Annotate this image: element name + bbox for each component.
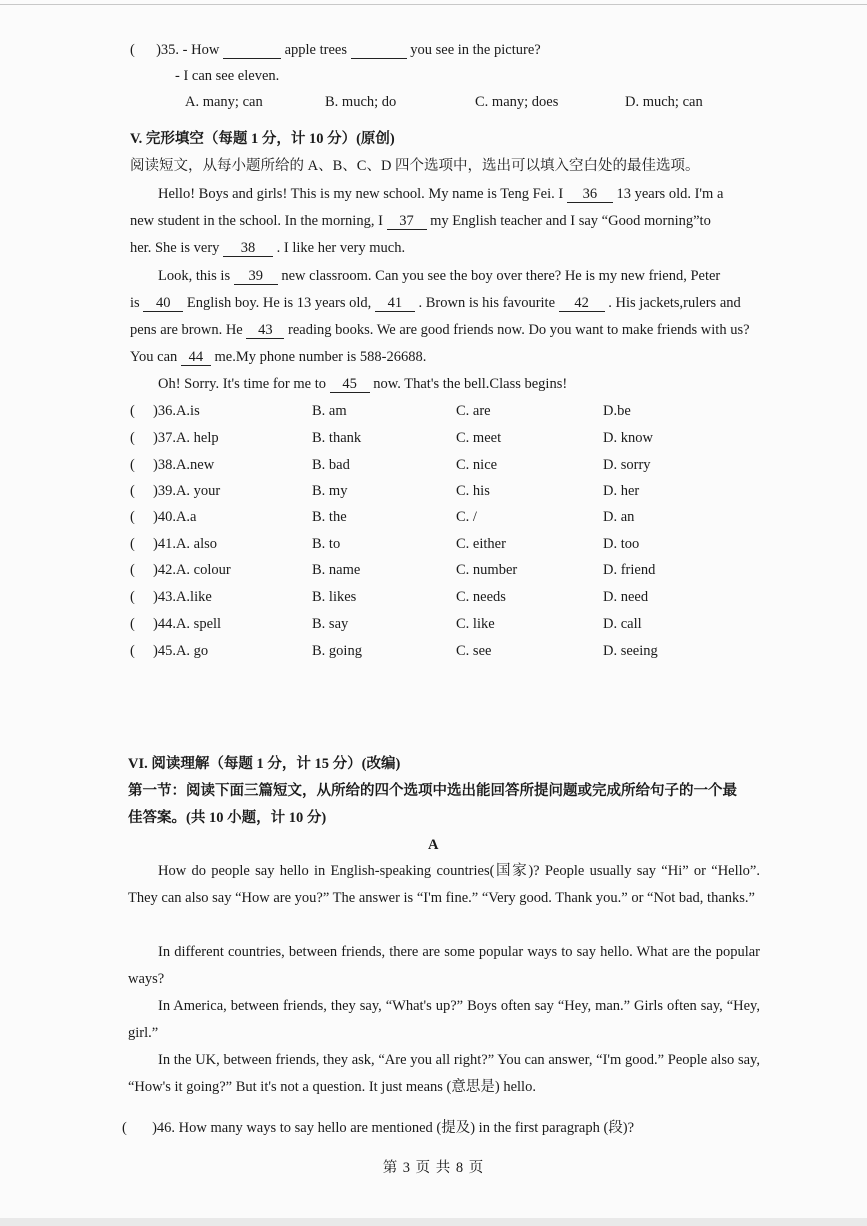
q35-stem-a: )35. - How: [156, 42, 220, 58]
q35-stem-b: apple trees: [284, 42, 347, 58]
q35-stem: [130, 40, 541, 60]
answer-paren: (: [130, 616, 135, 632]
answer-blank: [223, 42, 281, 59]
q35-option-a: A. many; can: [185, 94, 263, 110]
blank-38: 38: [223, 240, 273, 257]
exam-page: ( )35. - How apple trees you see in the picture? - I can see eleven. A. many; can B. much; do C. many; does D. much; can V. 完形填空（每题 1 分，计 10 分）(原创) 阅读短文，从每小题所给的 A、B、C、D 四个选项中，选出可以填入空白处的最佳选项。 Hello! Boys and girls! This is my new school. My name is Teng Fei. I 36 13 years old. I'm a new student in the school. In the morning, I 37 my English teacher and I say “Good morning”to her. She is very 38 . I like her very much. Look, this is 39 new classroom. Can you see the boy over there? He is my new friend, Peter is 40 English boy. He is 13 years old, 41 . Brown is his favourite 42 . His jackets,rulers and pens are brown. He 43 reading books. We are good friends now. Do you want to make friends with us? You can 44 me.My phone number is 588-26688. Oh! Sorry. It's time for me to 45 now. That's the bell.Class begins! ( )36.A.is B. am C. are D.be ( )37.A. help B. thank C. meet D. know ( )38.A.new B. bad C. nice D. sorry ( )39.A. your B. my C. his D. her ( )40.A.a B. the C. / D. an ( )41.A. also B. to C. either D. too ( )42.A. colour B. name C. number D. friend ( )43.A.like B. likes C. needs D. need ( )44.A. spell B. say C. like D. call ( )45.A. go B. going C. see D. seeing VI. 阅读理解（每题 1 分，计 15 分）(改编) 第一节：阅读下面三篇短文，从所给的四个选项中选出能回答所提问题或完成所给句子的一个最 佳答案。(共 10 小题，计 10 分) A How do people say hello in English-speaking countries(国家)? People usually say “Hi” or “Hello”. They can also say “How are you?” The answer is “I'm fine.” “Very good. Thank you.” or “Not bad, thanks.” In different countries, between friends, there are some popular ways to say hello. What are the popular ways? In America, between friends, they say, “What's up?” Boys often say “Hey, man.” Girls often say, “Hey, girl.” In the UK, between friends, they ask, “Are you all right?” You can answer, “I'm good.” People also say, “How's it going?” But it's not a question. It just means (意思是) hello. ( )46. How many ways to say hello are mentioned (提及) in the first paragraph (段)? 第 3 页 共 8 页: [0, 0, 867, 1226]
section-6-instruction: 第一节：阅读下面三篇短文，从所给的四个选项中选出能回答所提问题或完成所给句子的一个最: [128, 783, 737, 799]
cloze-line: is 40 English boy. He is 13 years old, 41 . Brown is his favourite 42 . His jackets,rulers and: [130, 295, 741, 311]
q35-answer-line: - I can see eleven.: [175, 68, 280, 84]
q46-text: )46. How many ways to say hello are mentioned (提及) in the first paragraph (段)?: [152, 1120, 635, 1136]
q35-option-b: B. much; do: [325, 94, 397, 110]
blank-43: 43: [246, 322, 284, 339]
section-6-instruction-cont: 佳答案。(共 10 小题，计 10 分): [128, 810, 327, 826]
passage-paragraph: In America, between friends, they say, “What's up?” Boys often say “Hey, man.” Girls often say, “Hey, girl.”: [128, 998, 760, 1041]
q35-option-d: D. much; can: [625, 94, 703, 110]
cloze-line: Hello! Boys and girls! This is my new school. My name is Teng Fei. I 36 13 years old. I'm a: [158, 186, 724, 202]
section-6-title: VI. 阅读理解（每题 1 分，计 15 分）(改编): [128, 756, 401, 772]
blank-44: 44: [181, 349, 211, 366]
answer-paren: (: [130, 643, 135, 659]
answer-paren: (: [122, 1120, 127, 1136]
answer-paren: (: [130, 536, 135, 552]
passage-paragraph: In the UK, between friends, they ask, “Are you all right?” You can answer, “I'm good.” People also say, “How's it going?” But it's not a question. It just means (意思是) hello.: [128, 1052, 760, 1095]
q35-stem-c: you see in the picture?: [410, 42, 541, 58]
answer-paren: (: [130, 430, 135, 446]
cloze-line: her. She is very 38 . I like her very much.: [130, 240, 406, 256]
blank-42: 42: [559, 295, 605, 312]
answer-blank: [351, 42, 407, 59]
passage-paragraph: In different countries, between friends, there are some popular ways to say hello. What are the popular ways?: [128, 944, 760, 987]
cloze-line: You can 44 me.My phone number is 588-26688.: [130, 349, 427, 365]
answer-paren: (: [130, 403, 135, 419]
blank-40: 40: [143, 295, 183, 312]
answer-paren: (: [130, 42, 135, 58]
passage-paragraph: How do people say hello in English-speaking countries(国家)? People usually say “Hi” or “Hello”. They can also say “How are you?” The answer is “I'm fine.” “Very good. Thank you.” or “Not bad, thanks.”: [128, 863, 760, 906]
blank-37: 37: [387, 213, 427, 230]
passage-label: A: [428, 837, 439, 853]
answer-paren: (: [130, 509, 135, 525]
q46-stem: [122, 1118, 634, 1138]
q35-option-c: C. many; does: [475, 94, 559, 110]
section-5-title: V. 完形填空（每题 1 分，计 10 分）(原创): [130, 131, 395, 147]
bottom-edge: [0, 1218, 867, 1226]
top-divider: [0, 4, 867, 5]
blank-45: 45: [330, 376, 370, 393]
section-5-instruction: 阅读短文，从每小题所给的 A、B、C、D 四个选项中，选出可以填入空白处的最佳选项。: [130, 158, 700, 174]
cloze-line: new student in the school. In the morning, I 37 my English teacher and I say “Good morning”to: [130, 213, 711, 229]
cloze-line: Oh! Sorry. It's time for me to 45 now. That's the bell.Class begins!: [158, 376, 568, 392]
blank-36: 36: [567, 186, 613, 203]
answer-paren: (: [130, 457, 135, 473]
page-number: 第 3 页 共 8 页: [382, 1160, 485, 1176]
cloze-line: Look, this is 39 new classroom. Can you see the boy over there? He is my new friend, Peter: [158, 268, 721, 284]
cloze-line: pens are brown. He 43 reading books. We are good friends now. Do you want to make friends with us?: [130, 322, 750, 338]
answer-paren: (: [130, 589, 135, 605]
blank-39: 39: [234, 268, 278, 285]
blank-41: 41: [375, 295, 415, 312]
answer-paren: (: [130, 562, 135, 578]
answer-paren: (: [130, 483, 135, 499]
